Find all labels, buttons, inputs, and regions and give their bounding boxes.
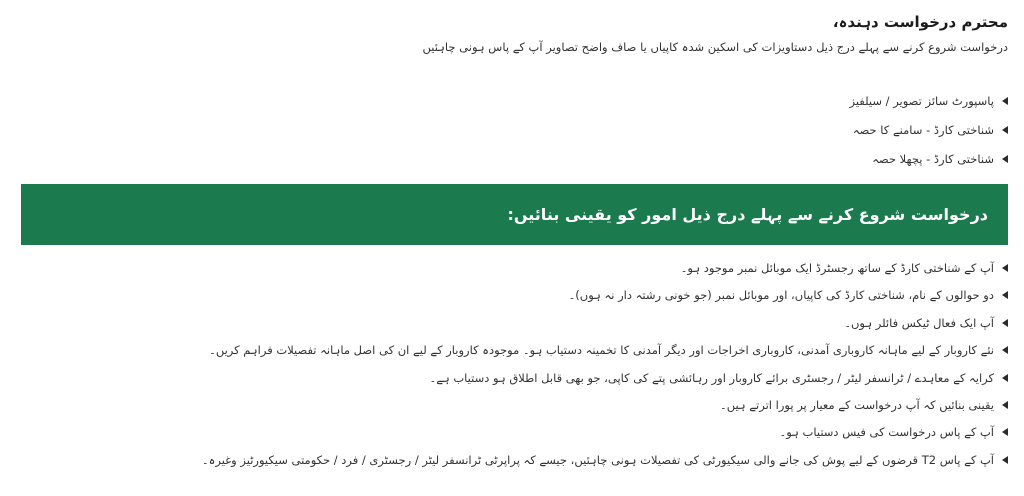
triangle-bullet-icon <box>1002 319 1008 327</box>
triangle-bullet-icon <box>1002 97 1008 105</box>
requirements-banner <box>21 184 1008 245</box>
list-item-text: یقینی بنائیں کہ آپ درخواست کے معیار پر پورا اترتے ہیں۔ <box>719 397 994 412</box>
list-item-text: دو حوالوں کے نام، شناختی کارڈ کی کاپیاں، اور موبائل نمبر (جو خونی رشتہ دار نہ ہوں)۔ <box>568 288 994 303</box>
greeting-heading: محترم درخواست دہندہ، <box>832 13 1008 31</box>
triangle-bullet-icon <box>1002 155 1008 163</box>
list-item <box>202 368 1008 395</box>
list-item <box>202 450 1008 477</box>
list-item-text: شناختی کارڈ - سامنے کا حصہ <box>852 123 994 137</box>
triangle-bullet-icon <box>1002 126 1008 134</box>
triangle-bullet-icon <box>1002 428 1008 436</box>
triangle-bullet-icon <box>1002 264 1008 272</box>
required-documents-list <box>849 91 1008 178</box>
list-item <box>849 91 1008 120</box>
list-item-text: پاسپورٹ سائز تصویر / سیلفیز <box>849 94 994 108</box>
triangle-bullet-icon <box>1002 456 1008 464</box>
list-item <box>202 313 1008 340</box>
list-item <box>202 258 1008 285</box>
list-item-text: شناختی کارڈ - پچھلا حصہ <box>872 152 994 166</box>
list-item <box>202 340 1008 367</box>
list-item <box>202 285 1008 312</box>
list-item-text: آپ کے پاس درخواست کی فیس دستیاب ہو۔ <box>779 425 994 440</box>
list-item-text: کرایہ کے معاہدے / ٹرانسفر لیٹر / رجسٹری برائے کاروبار اور رہائشی پتے کی کاپی، جو بھی قابل اطلاق ہو دستیاب ہے۔ <box>429 370 994 385</box>
triangle-bullet-icon <box>1002 346 1008 354</box>
list-item-text: آپ کے شناختی کارڈ کے ساتھ رجسٹرڈ ایک موبائل نمبر موجود ہو۔ <box>680 261 994 275</box>
triangle-bullet-icon <box>1002 401 1008 409</box>
list-item <box>849 149 1008 178</box>
triangle-bullet-icon <box>1002 374 1008 382</box>
list-item <box>202 395 1008 422</box>
triangle-bullet-icon <box>1002 291 1008 299</box>
list-item <box>202 422 1008 449</box>
intro-text: درخواست شروع کرنے سے پہلے درج ذیل دستاویزات کی اسکین شدہ کاپیاں یا صاف واضح تصاویر آپ کے پاس ہونی چاہئیں <box>422 40 1008 54</box>
list-item <box>849 120 1008 149</box>
list-item-text: نئے کاروبار کے لیے ماہانہ کاروباری آمدنی، کاروباری اخراجات اور دیگر آمدنی کا تخمینہ دستیاب ہو۔ موجودہ کاروبار کے لیے ان کی اصل ماہانہ تفصیلات فراہم کریں۔ <box>209 343 994 358</box>
list-item-text: آپ کے پاس T2 قرضوں کے لیے پوش کی جانے والی سیکیورٹی کی تفصیلات ہونی چاہئیں، جیسے کہ پراپرٹی ٹرانسفر لیٹر / رجسٹری / فرد / حکومتی سیکیورٹیز وغیرہ۔ <box>201 452 994 467</box>
banner-title: درخواست شروع کرنے سے پہلے درج ذیل امور کو یقینی بنائیں: <box>507 205 988 224</box>
requirements-list <box>202 258 1008 477</box>
list-item-text: آپ ایک فعال ٹیکس فائلر ہوں۔ <box>844 315 994 330</box>
